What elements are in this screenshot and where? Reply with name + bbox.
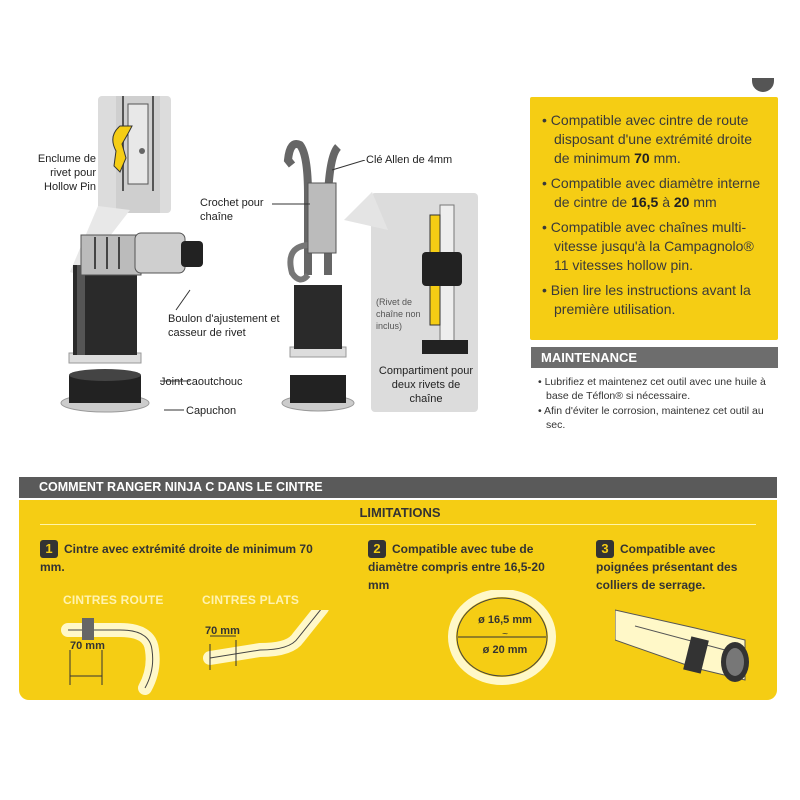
compat-item: • Compatible avec diamètre interne de cintre de 16,5 à 20 mm — [542, 175, 761, 210]
corner-badge — [752, 78, 774, 92]
anvil-detail-panel — [98, 96, 171, 213]
hook-label: Crochet pour chaîne — [200, 197, 264, 223]
maintenance-header — [531, 347, 778, 368]
storage-title: COMMENT RANGER NINJA C DANS LE CINTRE — [39, 480, 323, 494]
limitation-number: 3 — [596, 540, 614, 558]
limitation-item-2 — [368, 540, 563, 594]
maintenance-item: • Lubrifiez et maintenez cet outil avec une huile à base de Téflon® si nécessaire. — [538, 376, 766, 402]
flat-dimension-label: 70 mm — [205, 625, 240, 637]
compat-item: • Compatible avec cintre de route disposant d'une extrémité droite de minimum 70 mm. — [542, 112, 753, 166]
limitation-text: Compatible avec poignées présentant des colliers de serrage. — [596, 542, 738, 592]
seal-label: Joint caoutchouc — [160, 376, 243, 388]
compatibility-list — [530, 97, 778, 319]
road-dimension-label: 70 mm — [70, 640, 105, 652]
compartment-drawing — [410, 200, 470, 360]
tube-diameter-drawing — [444, 590, 564, 690]
diameter-max-label: ø 20 mm — [482, 644, 528, 656]
compat-item: • Compatible avec chaînes multi-vitesse jusqu'à la Campagnolo® 11 vitesses hollow pin. — [542, 219, 754, 273]
limitation-number: 1 — [40, 540, 58, 558]
compartment-callout-wedge — [330, 190, 390, 250]
grip-clamp-drawing — [615, 600, 765, 690]
storage-banner — [19, 477, 777, 498]
allen-label: Clé Allen de 4mm — [366, 154, 453, 166]
limitation-item-3 — [596, 540, 766, 594]
limitation-text: Compatible avec tube de diamètre compris entre 16,5-20 mm — [368, 542, 545, 592]
limitation-text: Cintre avec extrémité droite de minimum 70 mm. — [40, 542, 313, 574]
cap-label: Capuchon — [186, 405, 237, 417]
rivet-note: (Rivet de chaîne non inclus) — [376, 297, 421, 331]
diameter-min-label: ø 16,5 mm — [478, 614, 532, 626]
maintenance-list — [538, 375, 772, 433]
anvil-detail-drawing — [98, 96, 171, 213]
limitation-item-1 — [40, 540, 330, 576]
maintenance-item: • Afin d'éviter le corrosion, maintenez cet outil au sec. — [538, 405, 764, 431]
diameter-tilde: ~ — [502, 629, 508, 640]
compatibility-box — [530, 97, 778, 340]
road-bars-label: CINTRES ROUTE — [63, 593, 164, 607]
limitation-number: 2 — [368, 540, 386, 558]
flat-bars-label: CINTRES PLATS — [202, 593, 300, 607]
bolt-label: Boulon d'ajustement et casseur de rivet — [168, 313, 280, 339]
handlebar-drawings — [60, 610, 360, 700]
compat-item: • Bien lire les instructions avant la première utilisation. — [542, 282, 751, 317]
limitations-divider — [40, 524, 756, 525]
anvil-label: Enclume de rivet pour Hollow Pin — [37, 153, 96, 193]
maintenance-title: MAINTENANCE — [541, 350, 638, 365]
limitations-title: LIMITATIONS — [359, 505, 441, 520]
compartment-label: Compartiment pour deux rivets de chaîne — [378, 365, 474, 405]
